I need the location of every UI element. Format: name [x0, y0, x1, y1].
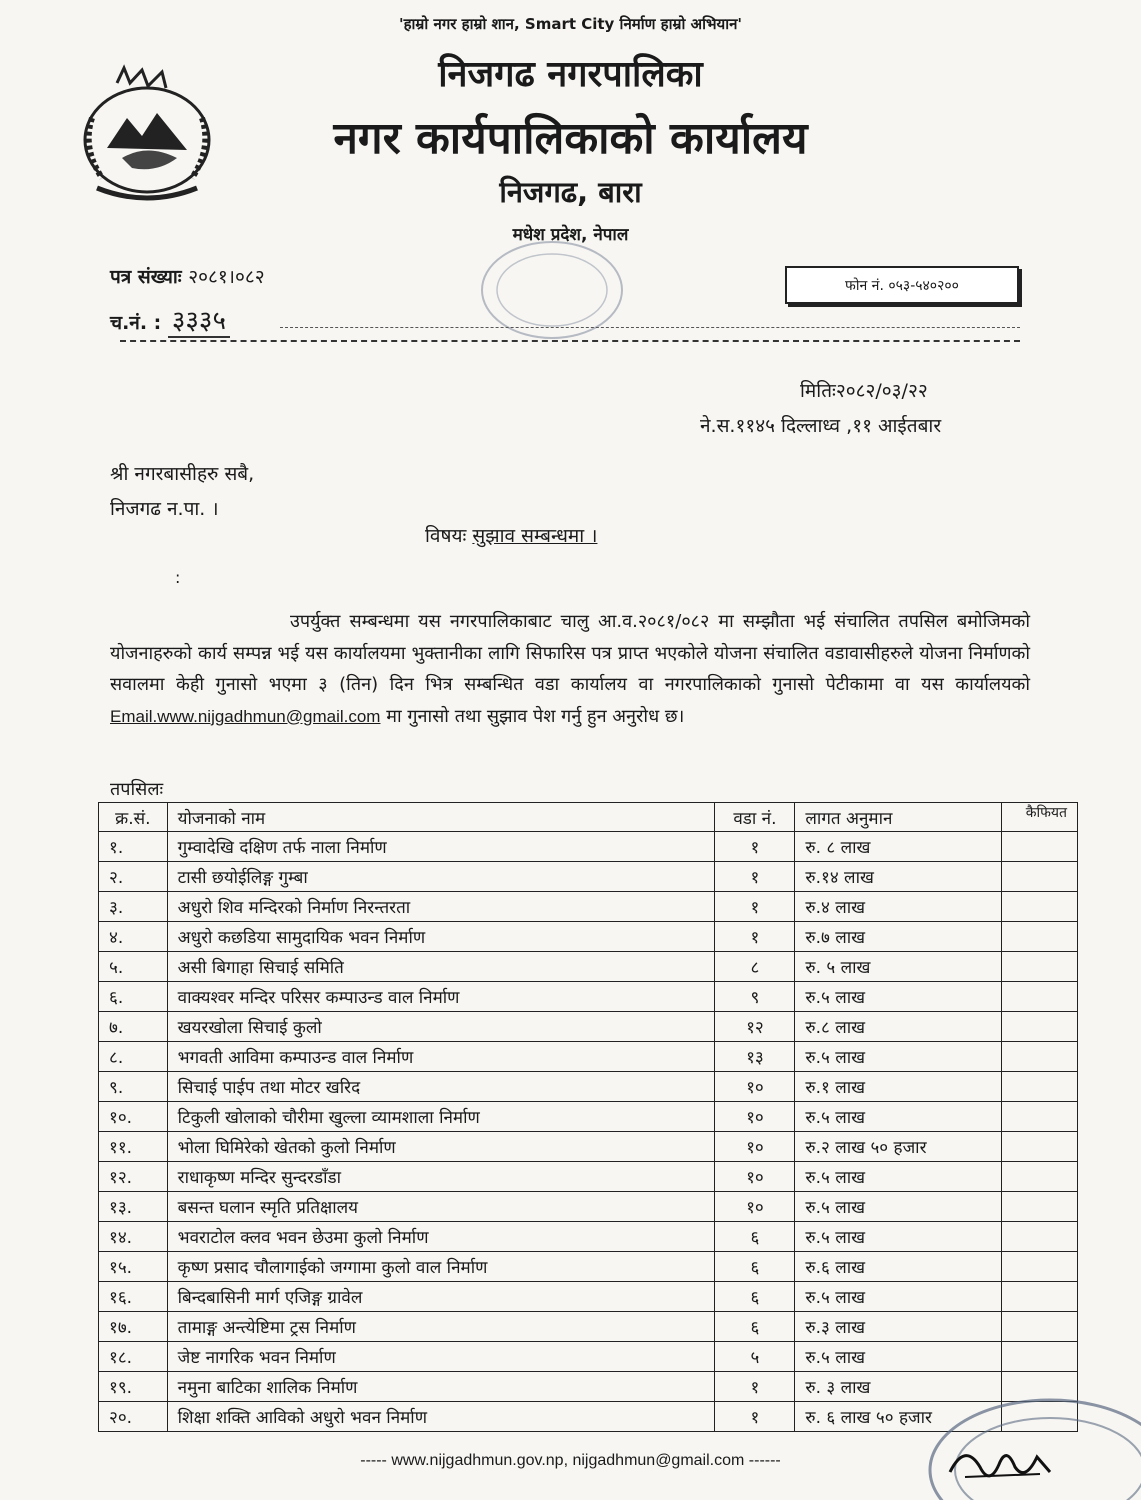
- cell-sn: १४.: [99, 1222, 168, 1252]
- cell-remarks: [1002, 952, 1078, 982]
- cell-sn: ५.: [99, 952, 168, 982]
- table-row: [99, 952, 1078, 982]
- cell-remarks: [1002, 1162, 1078, 1192]
- letter-number: [110, 263, 265, 289]
- cell-name: खयरखोला सिचाई कुलो: [167, 1012, 715, 1042]
- cell-cost: रु.५ लाख: [795, 982, 1002, 1012]
- cell-remarks: [1002, 1222, 1078, 1252]
- cell-ward: १२: [715, 1012, 795, 1042]
- cell-sn: ४.: [99, 922, 168, 952]
- letter-number-value: २०८१।०८२: [188, 266, 265, 288]
- cell-name: भवराटोल क्लव भवन छेउमा कुलो निर्माण: [167, 1222, 715, 1252]
- cell-sn: १९.: [99, 1372, 168, 1402]
- cell-cost: रु.१ लाख: [795, 1072, 1002, 1102]
- letter-number-label: पत्र संख्याः: [110, 266, 182, 288]
- table-row: [99, 892, 1078, 922]
- header-remarks: कैफियत: [1002, 803, 1078, 832]
- subject-label: विषयः: [425, 525, 467, 547]
- cell-ward: ६: [715, 1312, 795, 1342]
- cell-ward: ६: [715, 1222, 795, 1252]
- table-row: [99, 982, 1078, 1012]
- cell-remarks: [1002, 922, 1078, 952]
- cell-remarks: [1002, 1132, 1078, 1162]
- cell-sn: १३.: [99, 1192, 168, 1222]
- cell-sn: १७.: [99, 1312, 168, 1342]
- cell-name: अधुरो कछडिया सामुदायिक भवन निर्माण: [167, 922, 715, 952]
- cell-cost: रु. ८ लाख: [795, 832, 1002, 862]
- cell-name: टिकुली खोलाको चौरीमा खुल्ला व्यामशाला निर्माण: [167, 1102, 715, 1132]
- cell-cost: रु.३ लाख: [795, 1312, 1002, 1342]
- recipient-place: निजगढ न.पा. ।: [110, 498, 219, 520]
- header-name: योजनाको नाम: [167, 803, 715, 832]
- table-row: [99, 832, 1078, 862]
- cell-ward: १०: [715, 1132, 795, 1162]
- cell-ward: ६: [715, 1252, 795, 1282]
- cell-remarks: [1002, 892, 1078, 922]
- cell-remarks: [1002, 1282, 1078, 1312]
- cell-remarks: [1002, 1342, 1078, 1372]
- cell-ward: १: [715, 1372, 795, 1402]
- recipient: श्री नगरबासीहरु सबै,: [110, 463, 255, 485]
- cell-sn: ९.: [99, 1072, 168, 1102]
- dispatch-number-value: ३३३५: [168, 306, 230, 338]
- cell-name: बसन्त घलान स्मृति प्रतिक्षालय: [167, 1192, 715, 1222]
- cell-sn: १०.: [99, 1102, 168, 1132]
- table-row: [99, 1282, 1078, 1312]
- cell-ward: १: [715, 832, 795, 862]
- footer-contact: ----- www.nijgadhmun.gov.np, nijgadhmun@gmail.com ------: [360, 1452, 781, 1469]
- org-name: निजगढ नगरपालिका: [438, 54, 703, 95]
- cell-cost: रु.५ लाख: [795, 1162, 1002, 1192]
- cell-ward: ६: [715, 1282, 795, 1312]
- cell-ward: १०: [715, 1192, 795, 1222]
- cell-cost: रु.५ लाख: [795, 1102, 1002, 1132]
- header-sn: क्र.सं.: [99, 803, 168, 832]
- cell-cost: रु.६ लाख: [795, 1252, 1002, 1282]
- cell-ward: ९: [715, 982, 795, 1012]
- cell-cost: रु.१४ लाख: [795, 862, 1002, 892]
- table-row: [99, 1162, 1078, 1192]
- table-row: [99, 1072, 1078, 1102]
- cell-sn: ८.: [99, 1042, 168, 1072]
- cell-ward: १: [715, 1402, 795, 1432]
- project-table: [98, 802, 1078, 1432]
- cell-name: असी बिगाहा सिचाई समिति: [167, 952, 715, 982]
- table-row: [99, 922, 1078, 952]
- cell-cost: रु.२ लाख ५० हजार: [795, 1132, 1002, 1162]
- colon-mark: :: [175, 568, 181, 587]
- cell-name: कृष्ण प्रसाद चौलागाईको जग्गामा कुलो वाल निर्माण: [167, 1252, 715, 1282]
- cell-cost: रु.८ लाख: [795, 1012, 1002, 1042]
- cell-cost: रु. ६ लाख ५० हजार: [795, 1402, 1002, 1432]
- header-ward: वडा नं.: [715, 803, 795, 832]
- cell-sn: ३.: [99, 892, 168, 922]
- table-row: [99, 1222, 1078, 1252]
- table-row: [99, 1132, 1078, 1162]
- cell-cost: रु.५ लाख: [795, 1192, 1002, 1222]
- cell-name: टासी छयोईलिङ्ग गुम्बा: [167, 862, 715, 892]
- cell-sn: २०.: [99, 1402, 168, 1432]
- cell-cost: रु.५ लाख: [795, 1222, 1002, 1252]
- cell-cost: रु.४ लाख: [795, 892, 1002, 922]
- nepal-sambat-date: ने.स.११४५ दिल्लाध्व ,११ आईतबार: [700, 415, 942, 437]
- slogan: 'हाम्रो नगर हाम्रो शान, Smart City निर्माण हाम्रो अभियान': [398, 15, 743, 33]
- cell-name: भगवती आविमा कम्पाउन्ड वाल निर्माण: [167, 1042, 715, 1072]
- subject-line: [425, 522, 597, 548]
- phone-box: फोन नं. ०५३-५४०२००: [785, 266, 1019, 304]
- date: मितिः२०८२/०३/२२: [800, 380, 928, 402]
- details-label: तपसिलः: [110, 779, 164, 800]
- cell-ward: १: [715, 892, 795, 922]
- body-text: उपर्युक्त सम्बन्धमा यस नगरपालिकाबाट चालु आ.व.२०८१/०८२ मा सम्झौता भई संचालित तपसिल बमोजिमको योजनाहरुको कार्य सम्पन्न भई यस कार्यालयमा भुक्तानीका लागि सिफारिस पत्र प्राप्त भएकोले योजना संचालित वडावासीहरुले योजना निर्माणको सवालमा केही गुनासो भएमा ३ (तिन) दिन भित्र सम्बन्धित वडा कार्यालय वा नगरपालिकाको गुनासो पेटीकामा वा यस कार्यालयको: [110, 611, 1030, 695]
- cell-ward: १०: [715, 1162, 795, 1192]
- cell-cost: रु.५ लाख: [795, 1042, 1002, 1072]
- office-name: नगर कार्यपालिकाको कार्यालय: [333, 113, 808, 164]
- cell-cost: रु. ५ लाख: [795, 952, 1002, 982]
- body-text-end: मा गुनासो तथा सुझाव पेश गर्नु हुन अनुरोध छ।: [386, 705, 685, 727]
- office-seal-stamp-icon: [462, 230, 642, 350]
- cell-name: जेष्ट नागरिक भवन निर्माण: [167, 1342, 715, 1372]
- cell-name: शिक्षा शक्ति आविको अधुरो भवन निर्माण: [167, 1402, 715, 1432]
- cell-remarks: [1002, 1102, 1078, 1132]
- cell-ward: १: [715, 922, 795, 952]
- cell-remarks: [1002, 1252, 1078, 1282]
- cell-remarks: [1002, 862, 1078, 892]
- table-row: [99, 1252, 1078, 1282]
- cell-name: बिन्दबासिनी मार्ग एजिङ्ग ग्रावेल: [167, 1282, 715, 1312]
- cell-sn: १.: [99, 832, 168, 862]
- cell-ward: १०: [715, 1102, 795, 1132]
- cell-sn: ११.: [99, 1132, 168, 1162]
- cell-cost: रु.५ लाख: [795, 1282, 1002, 1312]
- cell-sn: १६.: [99, 1282, 168, 1312]
- cell-cost: रु.५ लाख: [795, 1342, 1002, 1372]
- dispatch-number-label: च.नं. :: [110, 312, 162, 334]
- province-line: मधेश प्रदेश, नेपाल: [512, 225, 629, 245]
- divider: [120, 340, 1020, 342]
- cell-remarks: [1002, 1072, 1078, 1102]
- cell-name: भोला घिमिरेको खेतको कुलो निर्माण: [167, 1132, 715, 1162]
- signature-icon: [945, 1432, 1055, 1492]
- divider: [280, 327, 1020, 328]
- cell-sn: २.: [99, 862, 168, 892]
- dispatch-number: [110, 301, 230, 337]
- cell-sn: १८.: [99, 1342, 168, 1372]
- cell-sn: ६.: [99, 982, 168, 1012]
- cell-name: सिचाई पाईप तथा मोटर खरिद: [167, 1072, 715, 1102]
- cell-ward: १: [715, 862, 795, 892]
- table-row: [99, 1312, 1078, 1342]
- letter-body: [110, 606, 1030, 732]
- district-line: निजगढ, बारा: [499, 175, 642, 209]
- cell-name: राधाकृष्ण मन्दिर सुन्दरडाँडा: [167, 1162, 715, 1192]
- cell-ward: १०: [715, 1072, 795, 1102]
- cell-sn: ७.: [99, 1012, 168, 1042]
- table-row: [99, 1192, 1078, 1222]
- cell-remarks: [1002, 832, 1078, 862]
- cell-remarks: [1002, 1042, 1078, 1072]
- cell-name: नमुना बाटिका शालिक निर्माण: [167, 1372, 715, 1402]
- cell-name: गुम्वादेखि दक्षिण तर्फ नाला निर्माण: [167, 832, 715, 862]
- table-row: [99, 1342, 1078, 1372]
- table-row: [99, 1102, 1078, 1132]
- cell-remarks: [1002, 1312, 1078, 1342]
- cell-remarks: [1002, 982, 1078, 1012]
- cell-remarks: [1002, 1012, 1078, 1042]
- cell-sn: १२.: [99, 1162, 168, 1192]
- cell-sn: १५.: [99, 1252, 168, 1282]
- cell-ward: १३: [715, 1042, 795, 1072]
- table-row: [99, 1042, 1078, 1072]
- table-header-row: [99, 803, 1078, 832]
- cell-name: तामाङ्ग अन्त्येष्टिमा ट्रस निर्माण: [167, 1312, 715, 1342]
- cell-remarks: [1002, 1192, 1078, 1222]
- cell-ward: ८: [715, 952, 795, 982]
- cell-name: अधुरो शिव मन्दिरको निर्माण निरन्तरता: [167, 892, 715, 922]
- header-cost: लागत अनुमान: [795, 803, 1002, 832]
- table-body: [99, 832, 1078, 1432]
- cell-ward: ५: [715, 1342, 795, 1372]
- subject-text: सुझाव सम्बन्धमा ।: [472, 525, 598, 547]
- cell-cost: रु. ३ लाख: [795, 1372, 1002, 1402]
- table-row: [99, 862, 1078, 892]
- email-link[interactable]: Email.www.nijgadhmun@gmail.com: [110, 706, 381, 726]
- table-row: [99, 1012, 1078, 1042]
- cell-name: वाक्यश्वर मन्दिर परिसर कम्पाउन्ड वाल निर्माण: [167, 982, 715, 1012]
- cell-cost: रु.७ लाख: [795, 922, 1002, 952]
